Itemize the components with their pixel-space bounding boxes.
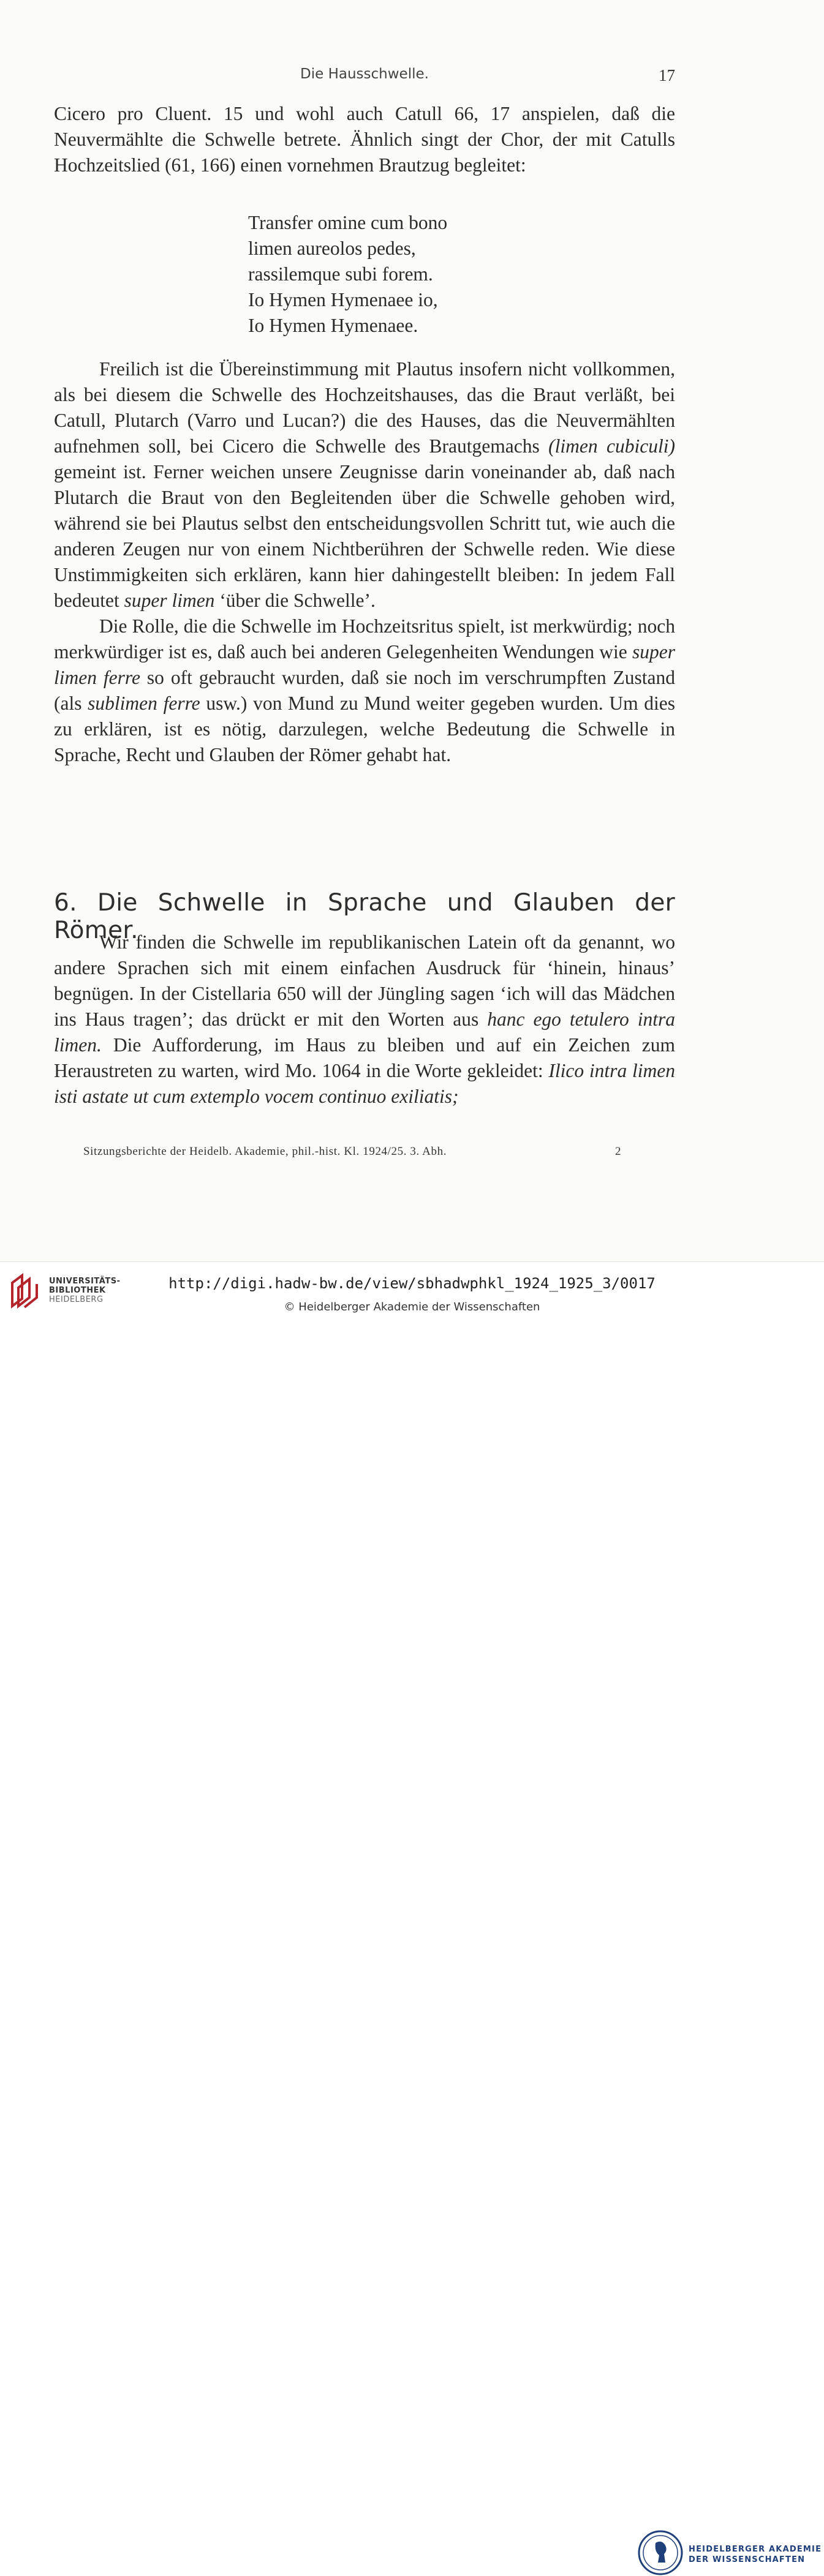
verse-line: limen aureolos pedes, (248, 238, 416, 259)
running-title: Die Hausschwelle. (300, 66, 429, 82)
paragraph-3 (54, 614, 675, 768)
paragraph-4 (54, 929, 675, 1110)
para2-italic: super limen (124, 590, 215, 611)
section-heading: 6. Die Schwelle in Sprache und Glauben der Römer. (54, 889, 675, 944)
permalink-url[interactable]: http://digi.hadw-bw.de/view/sbhadwphkl_1924_1925_3/0017 (168, 1275, 656, 1292)
page-number: 17 (659, 66, 675, 84)
para3-italic: super limen ferre (54, 641, 675, 688)
paragraph-2 (54, 356, 675, 768)
para4-italic: hanc ego tetulero intra limen. (54, 1008, 675, 1056)
academy-seal-icon[interactable] (637, 2529, 684, 2576)
copyright-notice: © Heidelberger Akademie der Wissenschaften (284, 1301, 540, 1313)
para4-text: Wir finden die Schwelle im republikanischen Latein oft da genannt, wo andere Sprachen sich mit einem einfachen Ausdruck für ‘hinein, hinaus’ begnügen. In der Cistellaria 650 will der Jüngling sagen ‘ich will das Mädchen ins Haus tragen’; das drückt er mit den Worten aus (54, 931, 675, 1030)
para3-text: so oft gebraucht wurden, daß sie noch im verschrumpften Zustand (als (54, 667, 675, 714)
footer-citation: Sitzungsberichte der Heidelb. Akademie, phil.-hist. Kl. 1924/25. 3. Abh. (83, 1145, 447, 1158)
verse-line: rassilemque subi forem. (248, 263, 433, 285)
para2-text: gemeint ist. Ferner weichen unsere Zeugnisse darin voneinander ab, daß nach Plutarch die Braut von den Begleitenden über die Schwelle gehoben wird, während sie bei Plautus selbst den entscheidungsvollen Schritt tut, wie auch die anderen Zeugen nur von einem Nichtberühren der Schwelle reden. Wie diese Unstimmigkeiten sich erklären, kann hier dahingestellt bleiben: In jedem Fall bedeutet (54, 461, 675, 611)
para3-italic: sublimen ferre (88, 693, 200, 714)
intro-text: Cicero pro Cluent. 15 und wohl auch Catull 66, 17 anspielen, daß die Neuvermählte die Schwelle betrete. Ähnlich singt der Chor, der mit Catulls Hochzeitslied (61, 166) einen vornehmen Brautzug begleitet: (54, 103, 675, 176)
printed-footer (83, 1145, 622, 1158)
sheet-number: 2 (615, 1145, 622, 1158)
para2-text: Freilich ist die Übereinstimmung mit Plautus insofern nicht vollkommen, als bei diesem die Schwelle des Hochzeitshauses, das die Braut verläßt, bei Catull, Plutarch (Varro und Lucan?) die des Hauses, das die Neuvermählten aufnehmen soll, bei Cicero die Schwelle des Brautgemachs (54, 358, 675, 457)
page-header (54, 66, 675, 91)
intro-paragraph (54, 101, 675, 178)
para4-text: Die Aufforderung, im Haus zu bleiben und auf ein Zeichen zum Heraustreten zu warten, wird Mo. 1064 in die Worte gekleidet: (54, 1034, 675, 1081)
para2-text: ‘über die Schwelle’. (214, 590, 376, 611)
verse-line: Io Hymen Hymenaee io, (248, 289, 438, 310)
academy-name: HEIDELBERGER AKADEMIE DER WISSENSCHAFTEN (689, 2545, 822, 2564)
scanned-page (0, 0, 824, 1261)
para3-text: usw.) von Mund zu Mund weiter gegeben wurden. Um dies zu erklären, ist es nötig, darzulegen, welche Bedeutung die Schwelle in Sprache, Recht und Glauben der Römer gehabt hat. (54, 693, 675, 765)
para4-italic: Ilico intra limen isti astate ut cum extemplo vocem continuo exiliatis; (54, 1060, 675, 1107)
verse-quotation (248, 210, 447, 339)
para2-italic: (limen cubiculi) (548, 435, 675, 457)
para3-text: Die Rolle, die die Schwelle im Hochzeitsritus spielt, ist merkwürdig; noch merkwürdiger ist es, daß auch bei anderen Gelegenheiten Wendungen wie (54, 615, 675, 663)
verse-line: Transfer omine cum bono (248, 212, 448, 233)
university-library-name: UNIVERSITÄTS- BIBLIOTHEK HEIDELBERG (49, 1277, 121, 1304)
verse-line: Io Hymen Hymenaee. (248, 315, 418, 336)
